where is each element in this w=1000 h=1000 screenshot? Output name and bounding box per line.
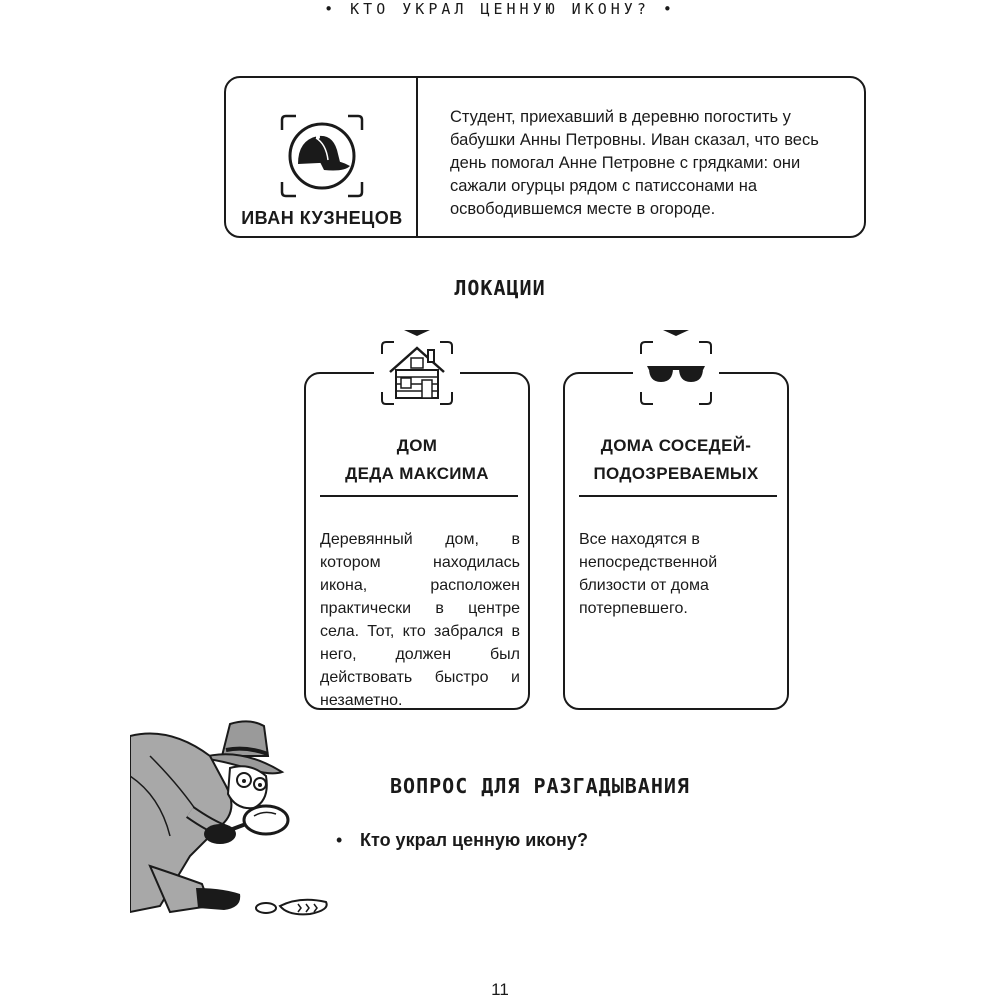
- sunglasses-icon: [633, 330, 719, 410]
- character-card: [224, 76, 866, 238]
- location-description: Деревянный дом, в котором находилась икона, расположен практически в центре села. Тот, кто забрался в него, должен был действовать быстро и незаметно.: [320, 531, 520, 709]
- running-header: • КТО УКРАЛ ЦЕННУЮ ИКОНУ? •: [324, 0, 676, 18]
- detective-illustration: [130, 716, 340, 916]
- question-title: ВОПРОС ДЛЯ РАЗГАДЫВАНИЯ: [390, 774, 690, 798]
- locations-title: ЛОКАЦИИ: [454, 276, 546, 300]
- location-icon-frame: [633, 330, 719, 410]
- character-bio: Студент, приехавший в деревню погостить у бабушки Анны Петровны. Иван сказал, что весь день помогал Анне Петровне с грядками: они сажали огурцы рядом с патиссонами на освободившемся месте в огороде.: [450, 108, 819, 218]
- cap-icon: [280, 114, 364, 198]
- location-title: [565, 432, 787, 488]
- location-title-line: ПОДОЗРЕВАЕМЫХ: [593, 464, 759, 483]
- location-card: [304, 372, 530, 710]
- location-card: [563, 372, 789, 710]
- question-list-item: [336, 830, 588, 851]
- location-title-line: ДЕДА МАКСИМА: [345, 464, 489, 483]
- location-icon-frame: [374, 330, 460, 410]
- bullet: •: [336, 830, 343, 850]
- location-title-line: ДОМ: [396, 436, 438, 455]
- character-portrait-panel: [226, 78, 418, 236]
- page-number: 11: [491, 980, 509, 999]
- location-description: Все находятся в непосредственной близости от дома потерпевшего.: [579, 531, 718, 617]
- question-text: Кто украл ценную икону?: [360, 830, 588, 850]
- divider: [320, 495, 518, 497]
- character-name: ИВАН КУЗНЕЦОВ: [241, 208, 403, 228]
- log-house-icon: [374, 330, 460, 410]
- location-title-line: ДОМА СОСЕДЕЙ-: [600, 436, 752, 455]
- divider: [579, 495, 777, 497]
- location-title: [306, 432, 528, 488]
